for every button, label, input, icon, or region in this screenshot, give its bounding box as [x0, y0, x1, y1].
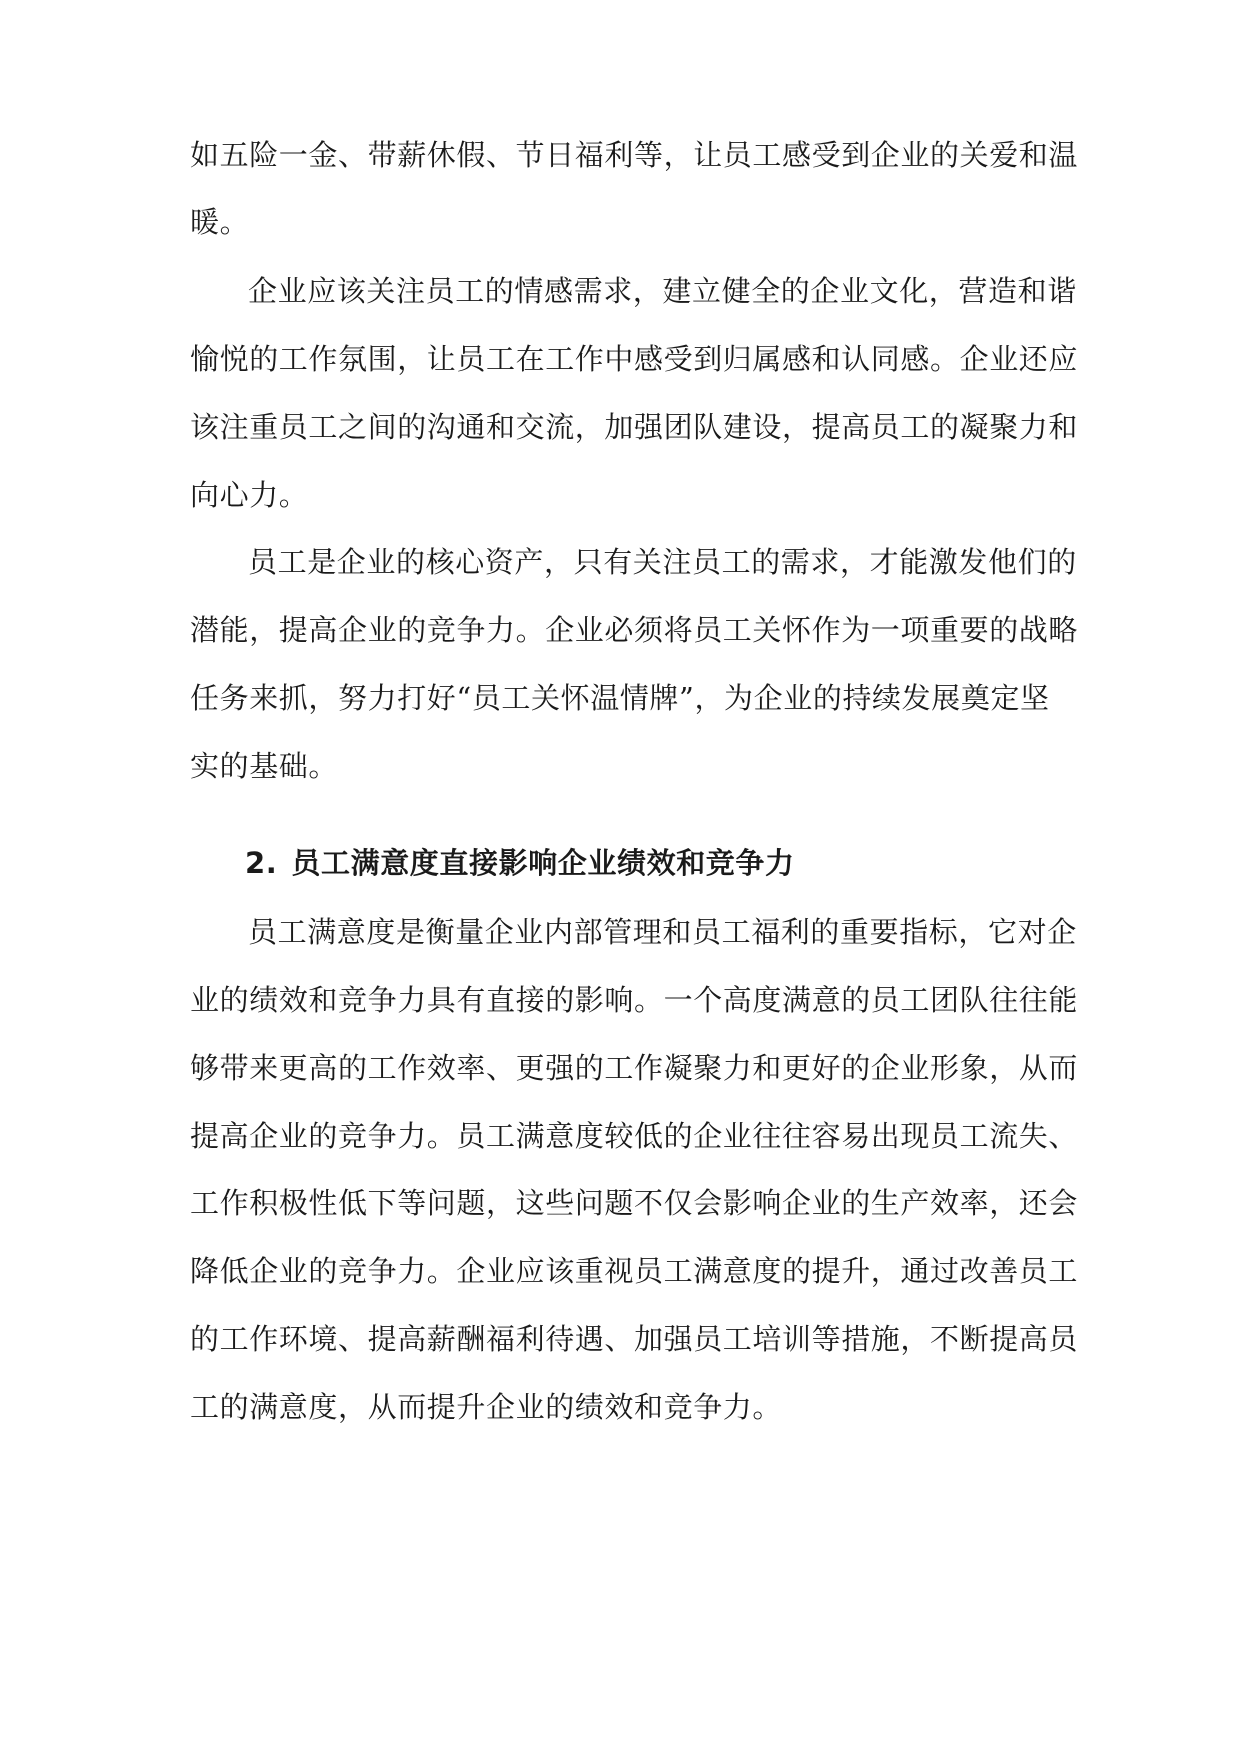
paragraph-2-line-1: 企业应该关注员工的情感需求，建立健全的企业文化，营造和谐	[248, 274, 1077, 308]
paragraph-2-line-2: 愉悦的工作氛围，让员工在工作中感受到归属感和认同感。企业还应	[190, 342, 1079, 376]
paragraph-4-line-8: 工的满意度，从而提升企业的绩效和竞争力。	[190, 1390, 783, 1424]
paragraph-2-line-4: 向心力。	[190, 478, 309, 512]
paragraph-4-line-4: 提高企业的竞争力。员工满意度较低的企业往往容易出现员工流失、	[190, 1119, 1079, 1153]
paragraph-3-line-3: 任务来抓，努力打好“员工关怀温情牌”，为企业的持续发展奠定坚	[190, 681, 1050, 715]
paragraph-3-line-4: 实的基础。	[190, 749, 339, 783]
paragraph-4-line-7: 的工作环境、提高薪酬福利待遇、加强员工培训等措施，不断提高员	[190, 1322, 1079, 1356]
section-number: 2.	[245, 846, 278, 880]
paragraph-2-line-3: 该注重员工之间的沟通和交流，加强团队建设，提高员工的凝聚力和	[190, 410, 1079, 444]
paragraph-3-line-2: 潜能，提高企业的竞争力。企业必须将员工关怀作为一项重要的战略	[190, 613, 1079, 647]
paragraph-3-line-1: 员工是企业的核心资产，只有关注员工的需求，才能激发他们的	[248, 545, 1077, 579]
paragraph-1-line-1: 如五险一金、带薪休假、节日福利等，让员工感受到企业的关爱和温	[190, 138, 1079, 172]
paragraph-4-line-1: 员工满意度是衡量企业内部管理和员工福利的重要指标，它对企	[248, 915, 1077, 949]
section-title: 员工满意度直接影响企业绩效和竞争力	[291, 846, 795, 880]
section-heading	[245, 843, 795, 883]
paragraph-4-line-5: 工作积极性低下等问题，这些问题不仅会影响企业的生产效率，还会	[190, 1186, 1079, 1220]
paragraph-4-line-3: 够带来更高的工作效率、更强的工作凝聚力和更好的企业形象，从而	[190, 1051, 1079, 1085]
paragraph-4-line-2: 业的绩效和竞争力具有直接的影响。一个高度满意的员工团队往往能	[190, 983, 1079, 1017]
paragraph-1-line-2: 暖。	[190, 205, 250, 239]
paragraph-4-line-6: 降低企业的竞争力。企业应该重视员工满意度的提升，通过改善员工	[190, 1254, 1079, 1288]
